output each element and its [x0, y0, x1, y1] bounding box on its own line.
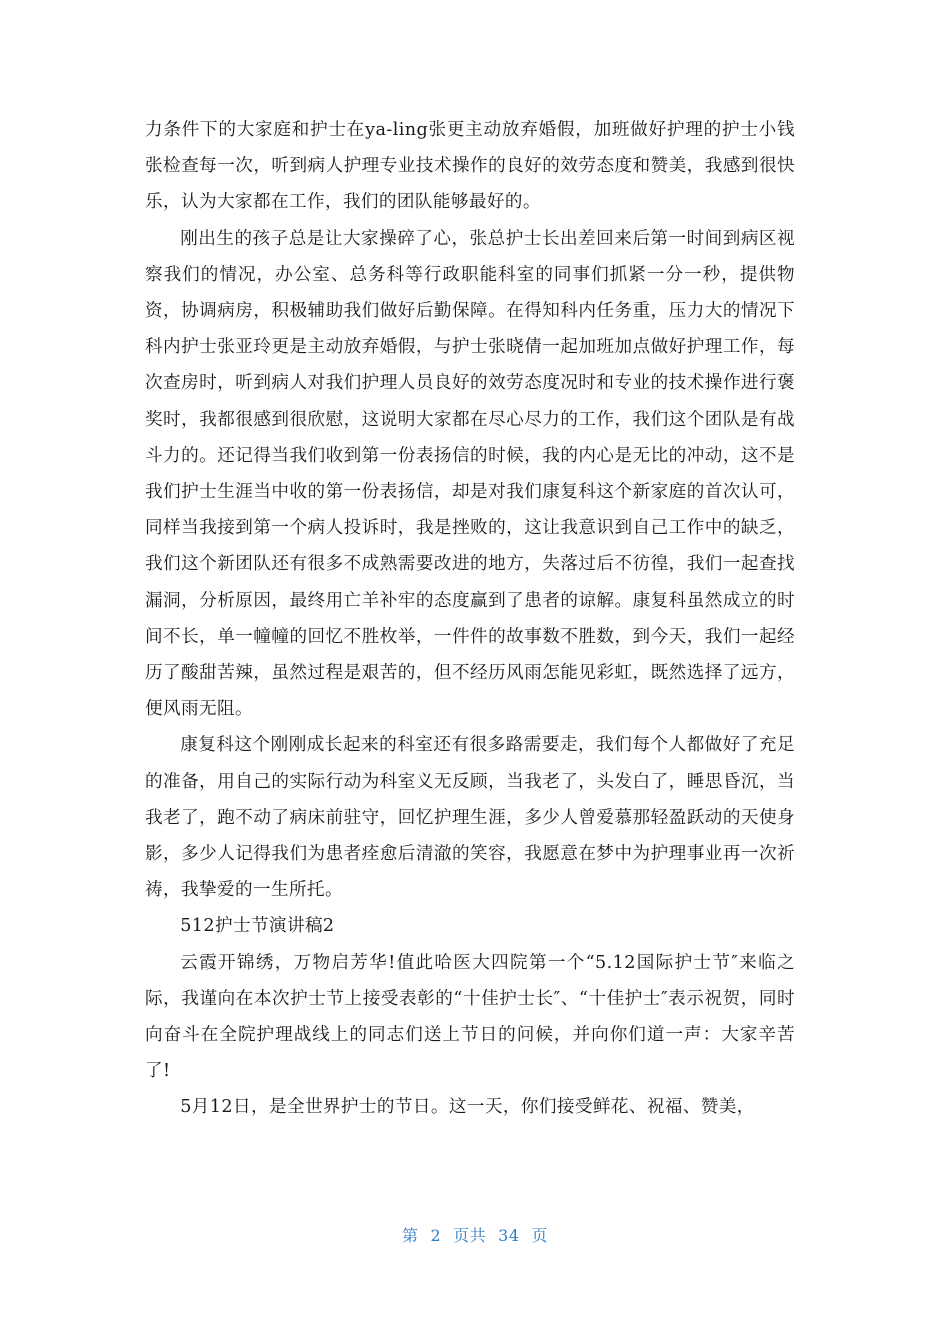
footer-current-page: 2: [430, 1226, 442, 1245]
page-footer: [0, 1224, 950, 1248]
paragraph-3: 康复科这个刚刚成长起来的科室还有很多路需要走，我们每个人都做好了充足的准备，用自己的实际行动为科室义无反顾，当我老了，头发白了，睡思昏沉，当我老了，跑不动了病床前驻守，回忆护理生涯，多少人曾爱慕那轻盈跃动的天使身影，多少人记得我们为患者痊愈后清澈的笑容，我愿意在梦中为护理事业再一次祈祷，我挚爱的一生所托。: [145, 735, 795, 901]
paragraph-2: 刚出生的孩子总是让大家操碎了心，张总护士长出差回来后第一时间到病区视察我们的情况，办公室、总务科等行政职能科室的同事们抓紧一分一秒，提供物资，协调病房，积极辅助我们做好后勤保障。在得知科内任务重，压力大的情况下科内护士张亚玲更是主动放弃婚假，与护士张晓倩一起加班加点做好护理工作，每次查房时，听到病人对我们护理人员良好的效劳态度况时和专业的技术操作进行褒奖时，我都很感到很欣慰，这说明大家都在尽心尽力的工作，我们这个团队是有战斗力的。还记得当我们收到第一份表扬信的时候，我的内心是无比的冲动，这不是我们护士生涯当中收的第一份表扬信，却是对我们康复科这个新家庭的首次认可，同样当我接到第一个病人投诉时，我是挫败的，这让我意识到自己工作中的缺乏，我们这个新团队还有很多不成熟需要改进的地方，失落过后不彷徨，我们一起查找漏洞，分析原因，最终用亡羊补牢的态度赢到了患者的谅解。康复科虽然成立的时间不长，单一幢幢的回忆不胜枚举，一件件的故事数不胜数，到今天，我们一起经历了酸甜苦辣，虽然过程是艰苦的，但不经历风雨怎能见彩虹，既然选择了远方，便风雨无阻。: [145, 228, 795, 720]
document-body: [145, 112, 795, 1126]
footer-middle: 页共: [453, 1226, 487, 1245]
paragraph-6: 5月12日，是全世界护士的节日。这一天，你们接受鲜花、祝福、赞美，: [180, 1097, 755, 1118]
footer-prefix: 第: [401, 1226, 419, 1245]
footer-suffix: 页: [531, 1226, 549, 1245]
paragraph-1: 力条件下的大家庭和护士在ya-ling张更主动放弃婚假，加班做好护理的护士小钱张检查每一次，听到病人护理专业技术操作的良好的效劳态度和赞美，我感到很快乐，认为大家都在工作，我们的团队能够最好的。: [145, 120, 795, 213]
section-heading: 512护士节演讲稿2: [180, 916, 335, 937]
paragraph-5: 云霞开锦绣，万物启芳华!值此哈医大四院第一个“5.12国际护士节″来临之际，我谨向在本次护士节上接受表彰的“十佳护士长″、“十佳护士″表示祝贺，同时向奋斗在全院护理战线上的同志们送上节日的问候，并向你们道一声：大家辛苦了!: [145, 952, 795, 1082]
footer-total-pages: 34: [498, 1226, 520, 1245]
